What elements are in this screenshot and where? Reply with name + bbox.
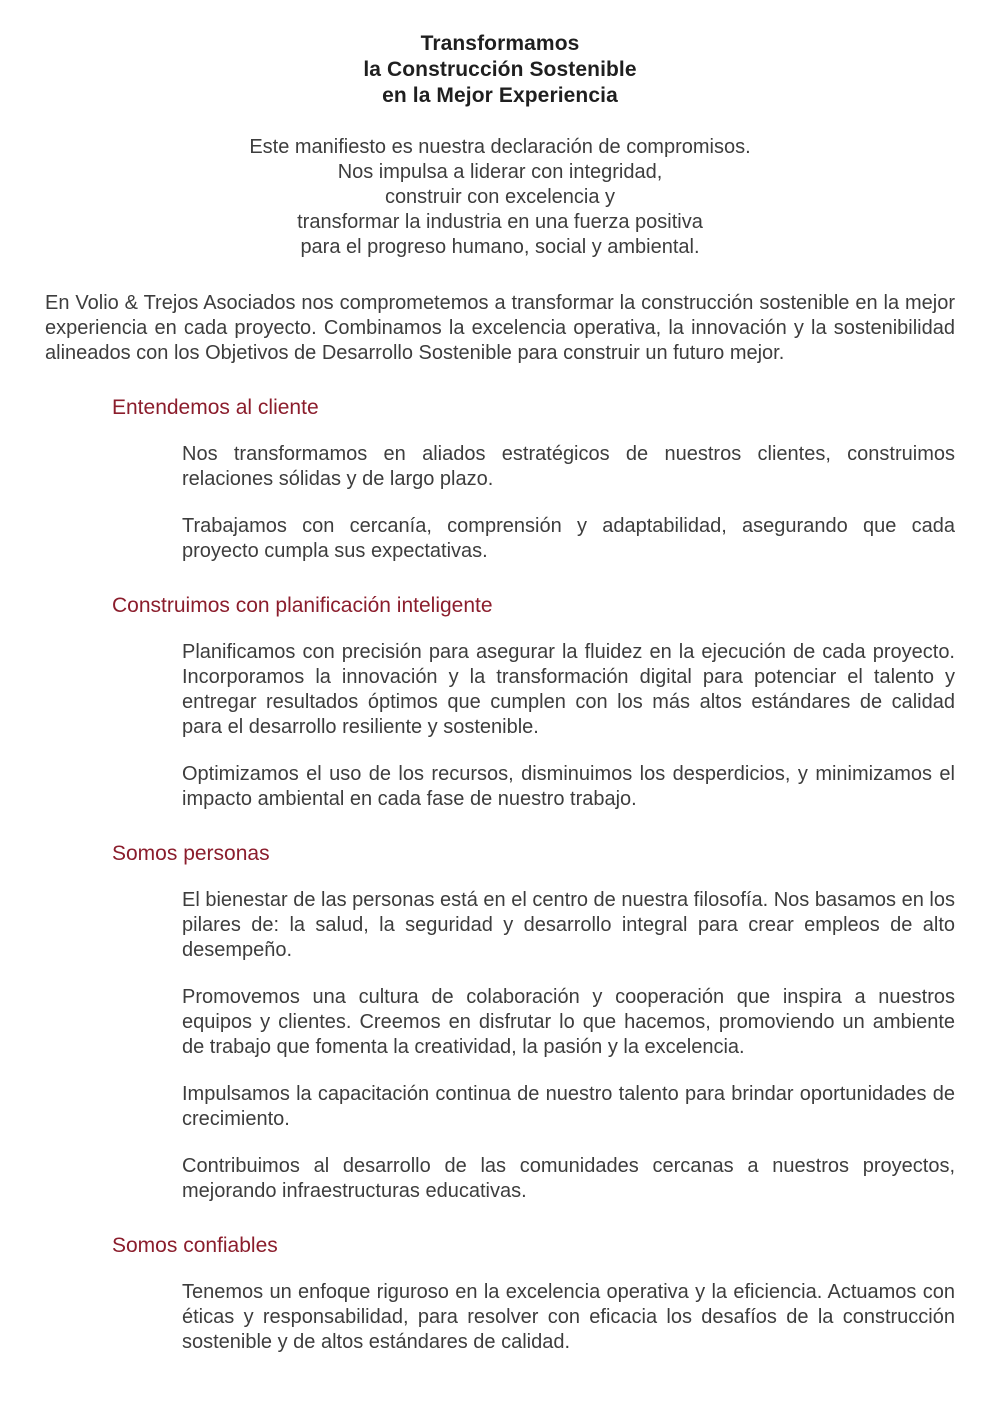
intro-line: Este manifiesto es nuestra declaración de compromisos. (249, 136, 751, 158)
section-paragraph: El bienestar de las personas está en el centro de nuestra filosofía. Nos basamos en los pilares de: la salud, la seguridad y desarrollo integral para crear empleos de alto desempeño. (182, 889, 955, 961)
section-entendemos-al-cliente (45, 395, 955, 564)
page-title-line: en la Mejor Experiencia (382, 84, 618, 107)
section-construimos-con-planificacion-inteligente (45, 593, 955, 812)
section-paragraph: Optimizamos el uso de los recursos, disminuimos los desperdicios, y minimizamos el impacto ambiental en cada fase de nuestro trabajo. (182, 763, 955, 810)
page-title-line: Transformamos (420, 32, 580, 55)
section-heading: Somos personas (112, 842, 270, 865)
section-paragraph: Tenemos un enfoque riguroso en la excelencia operativa y la eficiencia. Actuamos con éticas y responsabilidad, para resolver con eficacia los desafíos de la construcción sostenible y de altos estándares de calidad. (182, 1281, 955, 1353)
section-paragraph: Trabajamos con cercanía, comprensión y adaptabilidad, asegurando que cada proyecto cumpla sus expectativas. (182, 515, 955, 562)
section-somos-personas (45, 841, 955, 1204)
page-title (45, 31, 955, 109)
intro-line: construir con excelencia y (384, 186, 616, 208)
page-title-line: la Construcción Sostenible (363, 58, 637, 81)
section-paragraph: Planificamos con precisión para asegurar la fluidez en la ejecución de cada proyecto. Incorporamos la innovación y la transformación digital para potenciar el talento y entregar resultados óptimos que cumplen con los más altos estándares de calidad para el desarrollo resiliente y sostenible. (182, 641, 955, 738)
section-paragraph: Promovemos una cultura de colaboración y cooperación que inspira a nuestros equipos y clientes. Creemos en disfrutar lo que hacemos, promoviendo un ambiente de trabajo que fomenta la creatividad, la pasión y la excelencia. (182, 986, 955, 1058)
section-paragraph: Impulsamos la capacitación continua de nuestro talento para brindar oportunidades de crecimiento. (182, 1083, 955, 1130)
lead-paragraph: En Volio & Trejos Asociados nos comprometemos a transformar la construcción sostenible en la mejor experiencia en cada proyecto. Combinamos la excelencia operativa, la innovación y la sostenibilidad alineados con los Objetivos de Desarrollo Sostenible para construir un futuro mejor. (45, 292, 955, 364)
section-heading: Construimos con planificación inteligente (112, 594, 493, 617)
intro-line: transformar la industria en una fuerza positiva (297, 211, 703, 233)
section-paragraph: Nos transformamos en aliados estratégicos de nuestros clientes, construimos relaciones sólidas y de largo plazo. (182, 443, 955, 490)
intro-line: Nos impulsa a liderar con integridad, (337, 161, 663, 183)
intro-line: para el progreso humano, social y ambiental. (300, 236, 700, 258)
section-paragraph: Contribuimos al desarrollo de las comunidades cercanas a nuestros proyectos, mejorando infraestructuras educativas. (182, 1155, 955, 1202)
section-somos-confiables (45, 1233, 955, 1355)
section-heading: Entendemos al cliente (112, 396, 319, 419)
section-heading: Somos confiables (112, 1234, 278, 1257)
intro-statement (45, 135, 955, 260)
